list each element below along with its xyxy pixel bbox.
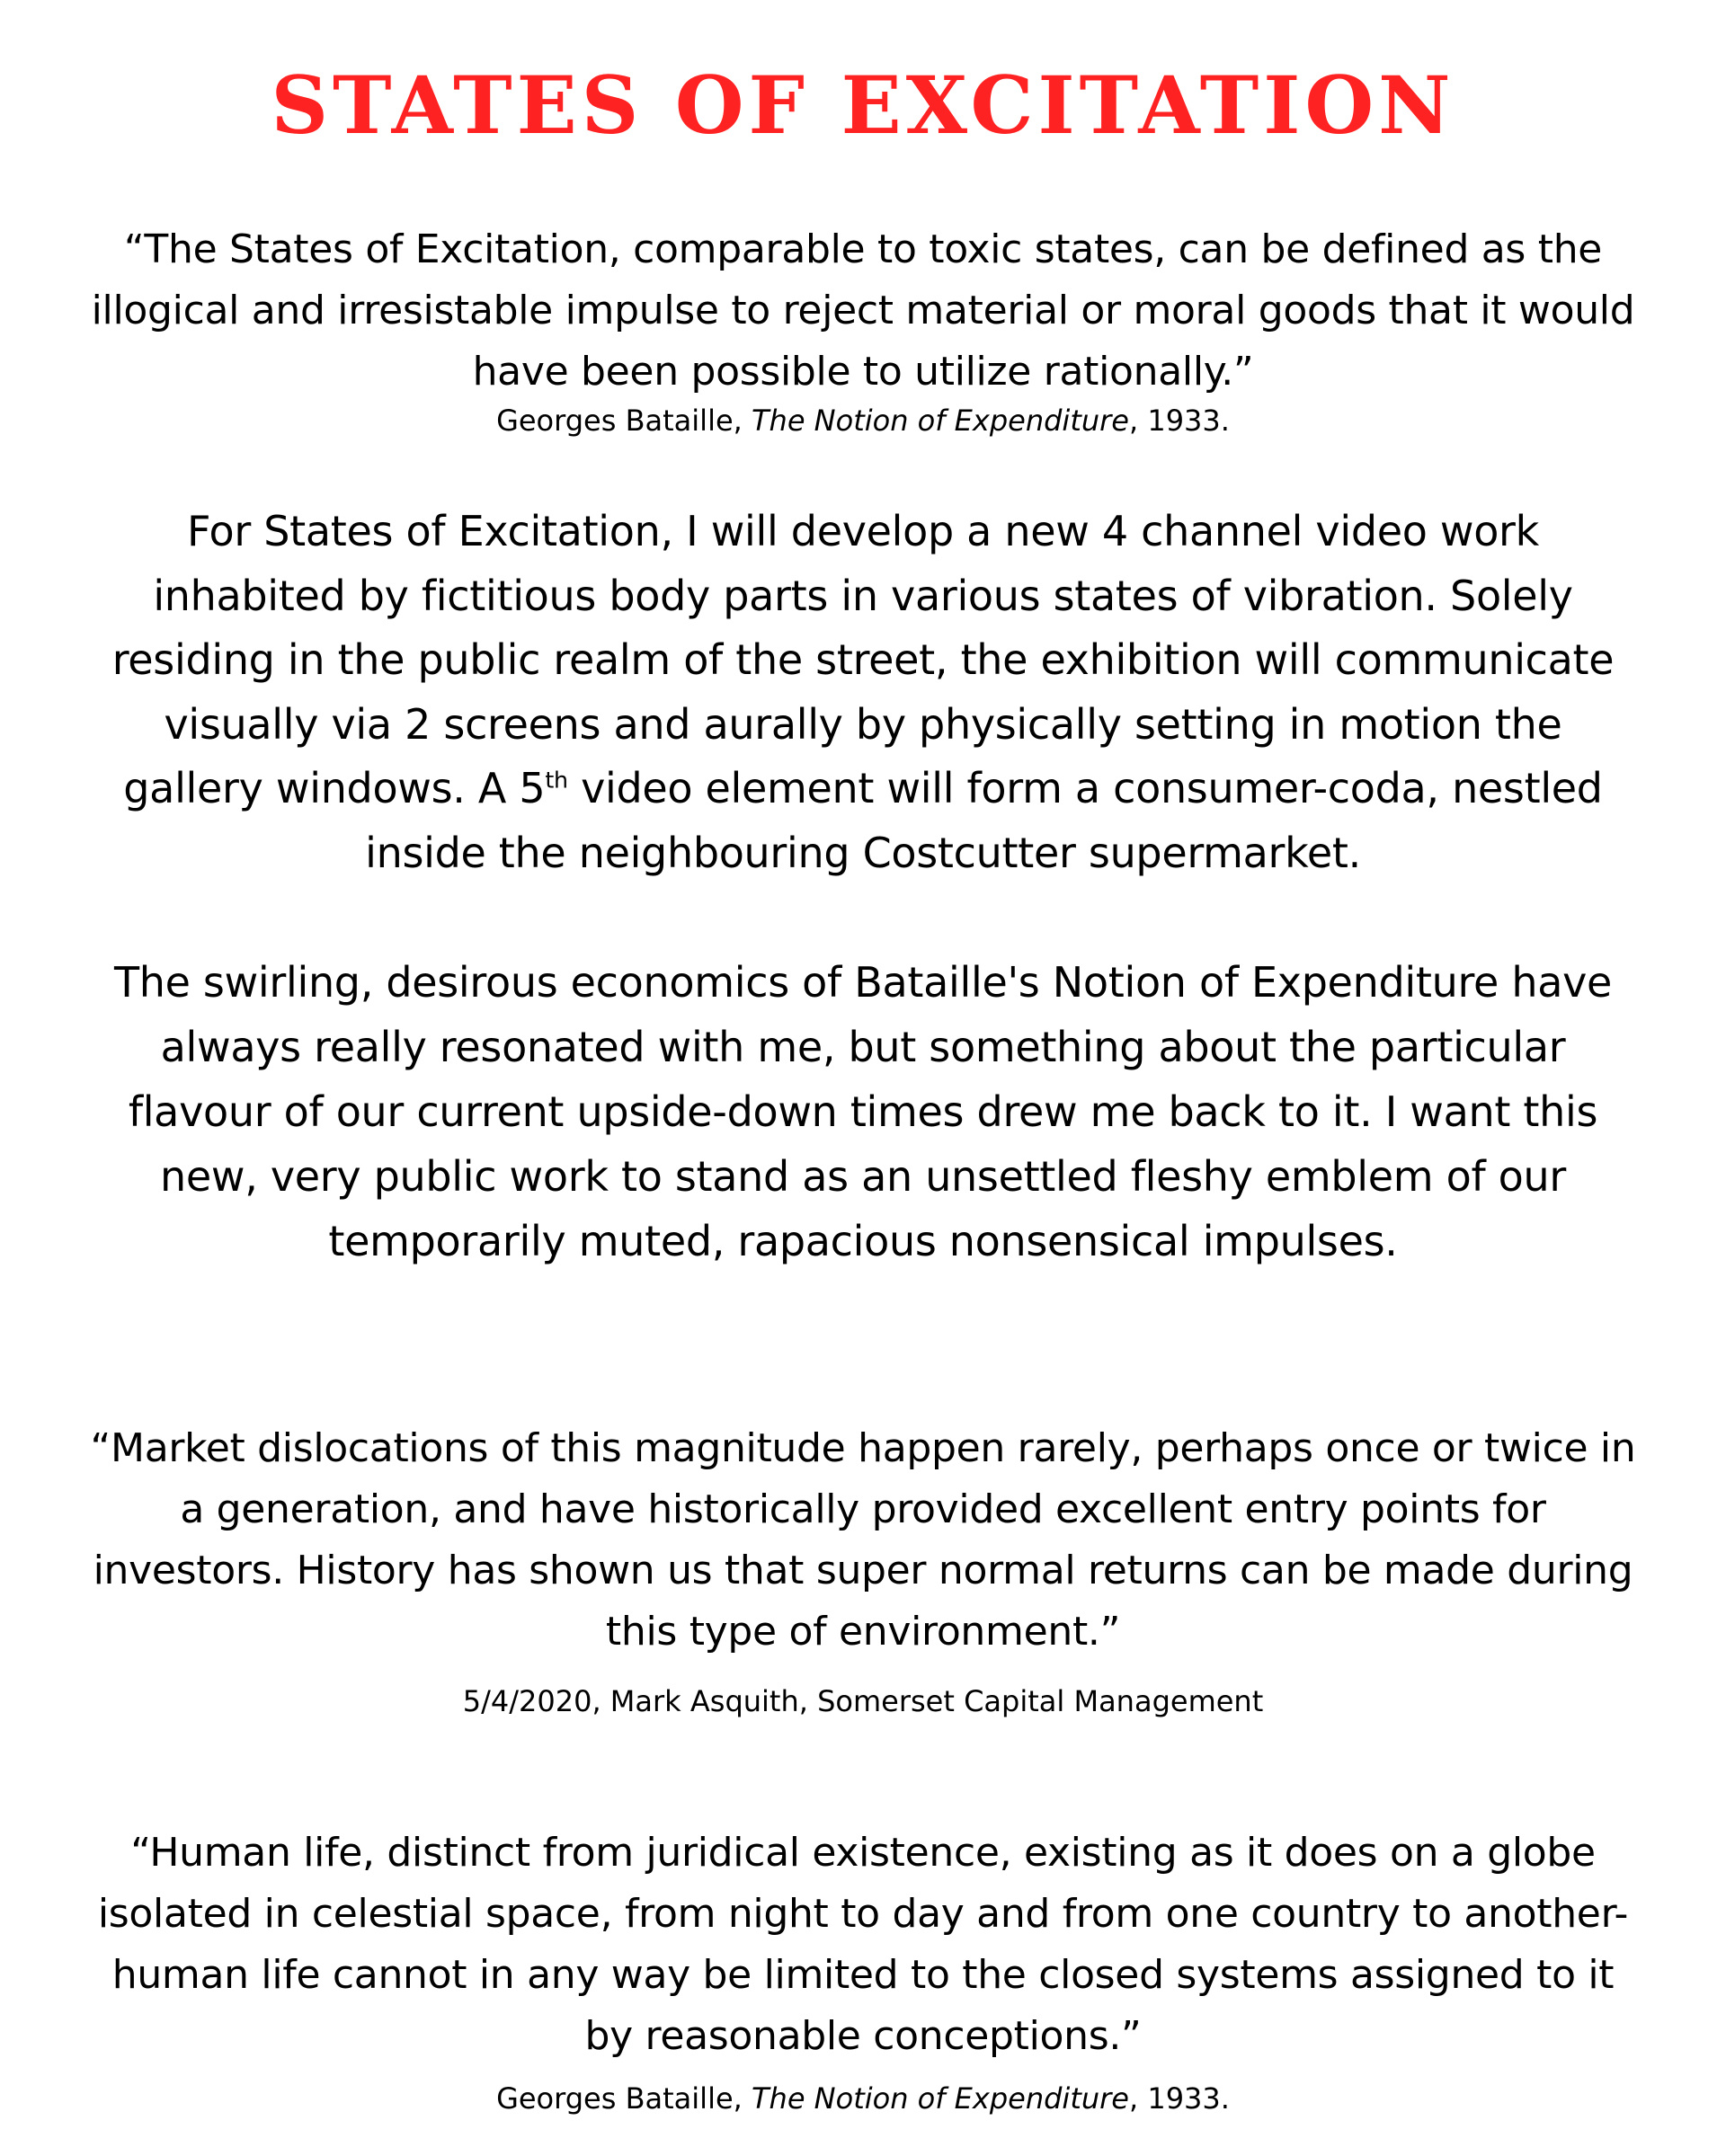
quote-bataille-human-life: “Human life, distinct from juridical existence, existing as it does on a globe isolated in celestial space, from night to day and from one country to another- human life cannot in any way be limited to the closed systems assigned to it by reasonable conceptions.” <box>97 1830 1629 2059</box>
quote-bataille-human-life-citation <box>90 2081 1636 2116</box>
quote-market-dislocations: “Market dislocations of this magnitude happen rarely, perhaps once or twice in a generation, and have historically provided excellent entry points for investors. History has shown us that super normal returns can be made during this type of environment.” <box>90 1425 1636 1655</box>
citation-year: , 1933. <box>1128 2081 1230 2116</box>
citation-author: Georges Bataille, <box>496 404 752 438</box>
artist-statement-paragraph: The swirling, desirous economics of Bataille's Notion of Expenditure have always really resonated with me, but something about the particular flavour of our current upside-down times drew me back to it. I want this new, very public work to stand as an unsettled fleshy emblem of our temporarily muted, rapacious nonsensical impulses. <box>113 958 1613 1265</box>
citation-work-title: The Notion of Expenditure <box>751 2081 1129 2116</box>
quote-market-dislocations-citation: 5/4/2020, Mark Asquith, Somerset Capital Management <box>462 1684 1264 1718</box>
citation-year: , 1933. <box>1128 404 1230 438</box>
page-title: STATES OF EXCITATION <box>271 58 1455 152</box>
project-description-paragraph <box>90 500 1636 885</box>
quote-bataille-excitation-citation <box>90 403 1636 439</box>
citation-author: Georges Bataille, <box>496 2081 752 2116</box>
citation-work-title: The Notion of Expenditure <box>751 404 1129 438</box>
quote-bataille-excitation: “The States of Excitation, comparable to toxic states, can be defined as the illogical and irresistable impulse to reject material or moral goods that it would have been possible to utilize rationally.” <box>91 226 1635 395</box>
ordinal-suffix: th <box>545 767 568 794</box>
paragraph-text: For States of Excitation, I will develop a new 4 channel video work inhabited by fictitious body parts in various states of vibration. Solely residing in the public realm of the street, the exhibition will communicate visually via 2 screens and aurally by physically setting in motion the gallery windows. A 5 <box>111 507 1615 812</box>
paragraph-text-continued: video element will form a consumer-coda, nestled inside the neighbouring Costcutter supermarket. <box>365 764 1603 877</box>
